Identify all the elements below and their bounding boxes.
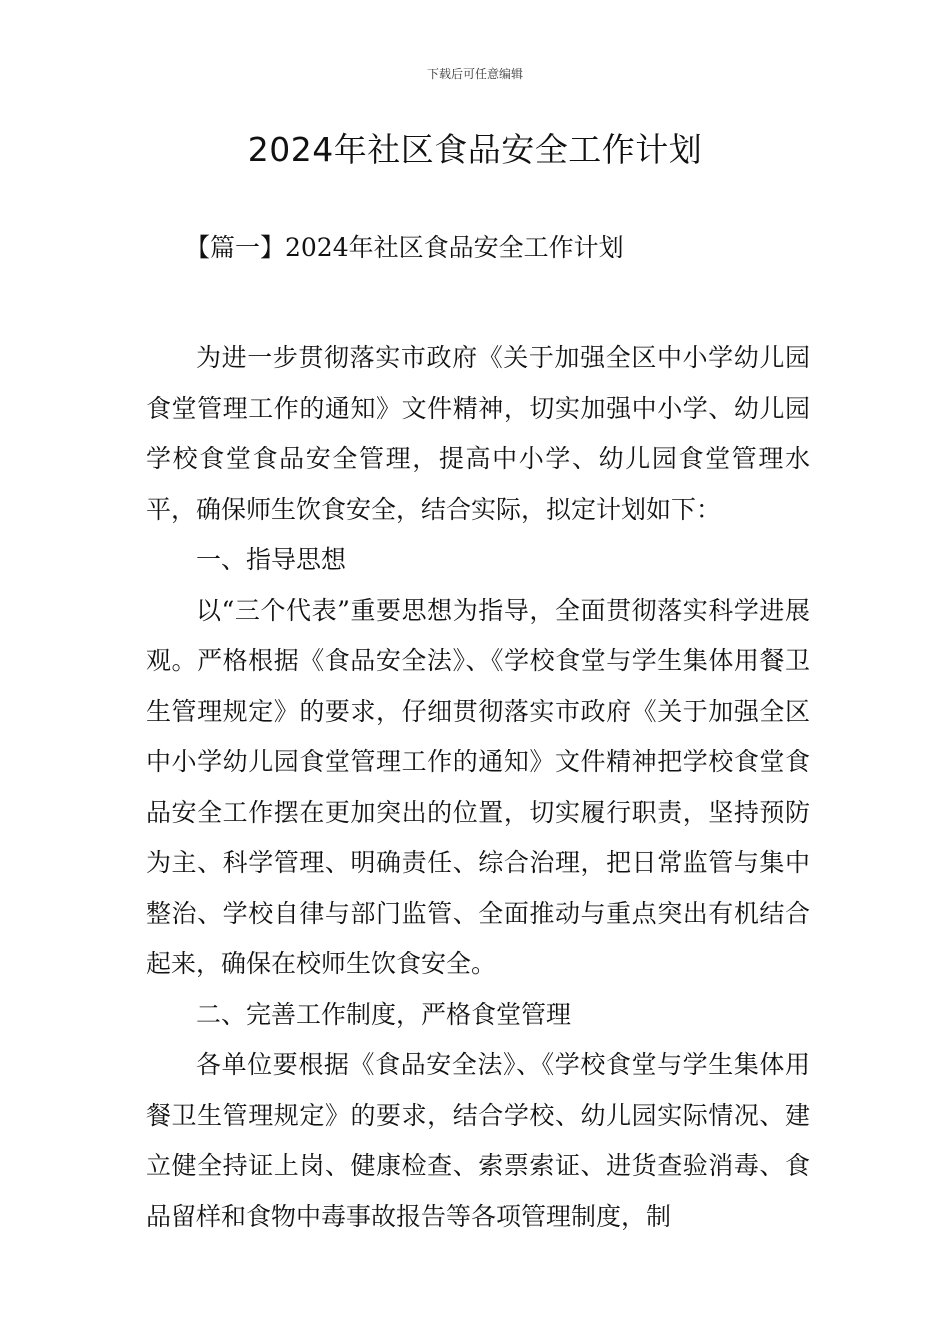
heading-guiding-ideology: 一、指导思想 [196,545,347,574]
paragraph-intro: 为进一步贯彻落实市政府《关于加强全区中小学幼儿园食堂管理工作的通知》文件精神，切实加强中小学、幼儿园学校食堂食品安全管理，提高中小学、幼儿园食堂管理水平，确保师生饮食安全，结合实际，拟定计划如下： [146,343,810,524]
paragraph-guiding-ideology: 以“三个代表”重要思想为指导，全面贯彻落实科学进展观。严格根据《食品安全法》、《学校食堂与学生集体用餐卫生管理规定》的要求，仔细贯彻落实市政府《关于加强全区中小学幼儿园食堂管理工作的通知》文件精神把学校食堂食品安全工作摆在更加突出的位置，切实履行职责，坚持预防为主、科学管理、明确责任、综合治理，把日常监管与集中整治、学校自律与部门监管、全面推动与重点突出有机结合起来，确保在校师生饮食安全。 [146,595,810,978]
header-note: 下载后可任意编辑 [426,67,523,81]
section-title: 【篇一】2024年社区食品安全工作计划 [185,233,624,262]
heading-work-system: 二、完善工作制度，严格食堂管理 [196,999,572,1029]
document-title: 2024年社区食品安全工作计划 [247,130,703,169]
document-body [146,333,810,1242]
paragraph-work-system: 各单位要根据《食品安全法》、《学校食堂与学生集体用餐卫生管理规定》的要求，结合学校、幼儿园实际情况、建立健全持证上岗、健康检查、索票索证、进货查验消毒、食品留样和食物中毒事故报告等各项管理制度，制 [146,1050,810,1231]
